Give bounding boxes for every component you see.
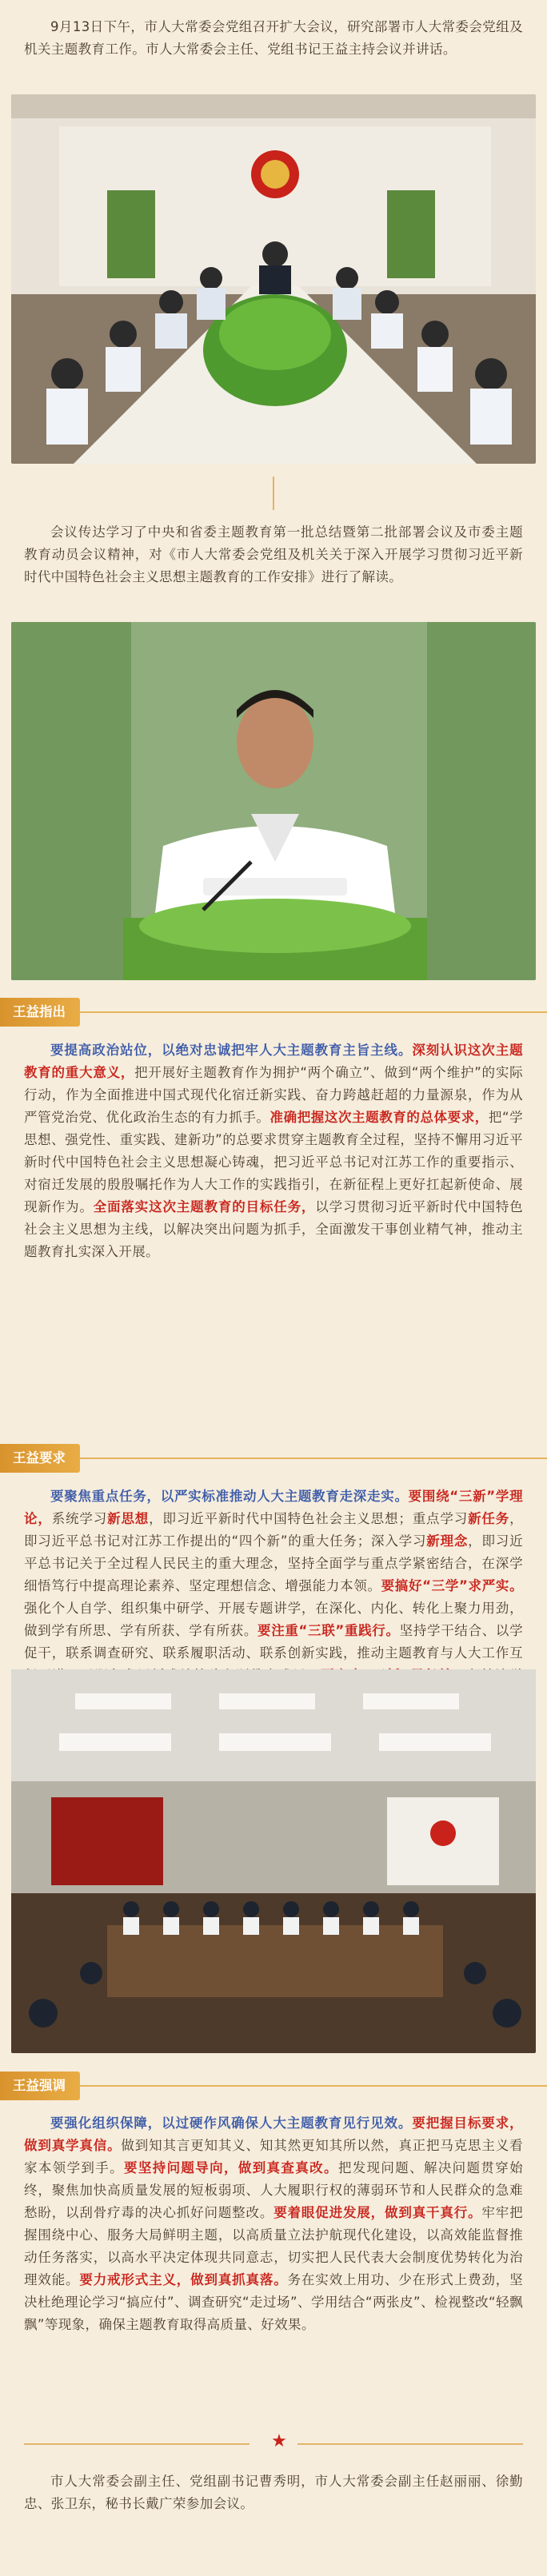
section2-run-1: 要围绕“三新”学理论， bbox=[24, 1489, 523, 1526]
section2-tag: 王益要求 bbox=[0, 1444, 80, 1473]
section3-tag: 王益强调 bbox=[0, 2072, 80, 2100]
closing-paragraph: 市人大常委会副主任、党组副书记曹秀明，市人大常委会副主任赵丽丽、徐勤忠、张卫东，秘书长戴广荣参加会议。 bbox=[24, 2474, 523, 2511]
star-divider bbox=[24, 2432, 523, 2456]
section2-run-10: 强化个人自学、组织集中研学、开展专题讲学，在深化、内化、转化上聚力用劲，做到学有所思、学有所获、学有所获。 bbox=[24, 1601, 523, 1638]
meeting-photo-1 bbox=[11, 94, 536, 464]
section1-run-2: 把开展好主题教育作为拥护“两个确立”、做到“两个维护”的实际行动，作为全面推进中国式现代化宿迁新实践、奋力跨越赶超的力量源泉，作为从严管党治党、优化政治生态的有力抓手。 bbox=[24, 1065, 523, 1125]
section2-run-12: 坚持学干结合、以学促干，联系调查研究、联系履职活动、联系创新实践，推动主题教育与人大工作互 bbox=[24, 1623, 523, 1661]
section3-run-7: 要力戒形式主义，做到真抓真落。 bbox=[79, 2272, 288, 2287]
study-paragraph: 会议传达学习了中央和省委主题教育第一批总结暨第二批部署会议及市委主题教育动员会议精神，对《市人大常委会党组及机关关于深入开展学习贯彻习近平新时代中国特色社会主义思想主题教育的工作安排》进行了解读。 bbox=[24, 524, 523, 584]
section2-run-9: 要搞好“三学”求严实。 bbox=[381, 1578, 523, 1593]
section1-run-0: 要提高政治站位，以绝对忠诚把牢人大主题教育主旨主线。 bbox=[50, 1043, 413, 1058]
section1-tag: 王益指出 bbox=[0, 998, 80, 1027]
section3-line bbox=[0, 2085, 547, 2087]
section3-run-2: 做到知其言更知其义、知其然更知其所以然，真正把马克思主义看家本领学到手。 bbox=[24, 2138, 523, 2175]
meeting-photo-2 bbox=[11, 1669, 536, 2053]
section1-run-1: 深刻认识这次主题教育的重大意义， bbox=[24, 1043, 524, 1080]
section2-run-0: 要聚焦重点任务，以严实标准推动人大主题教育走深走实。 bbox=[50, 1489, 409, 1504]
section2-run-6: ，即习近平总书记对江苏工作提出的“四个新”的重大任务；深入学习 bbox=[24, 1511, 524, 1549]
star-icon: ★ bbox=[271, 2431, 287, 2451]
section3-run-4: 把发现问题、解决问题贯穿始终，聚焦加快高质量发展的短板弱项、人大履职行权的薄弱环节和人民群众的急难愁盼，以刮骨疗毒的决心抓好问题整改。 bbox=[24, 2160, 524, 2220]
section1-run-6: 以学习贯彻习近平新时代中国特色社会主义思想为主线，以解决突出问题为抓手，全面激发干事创业精气神，推动主题教育扎实深入开展。 bbox=[24, 1199, 524, 1259]
section2-run-7: 新理念 bbox=[426, 1533, 469, 1549]
section2-run-11: 要注重“三联”重践行。 bbox=[258, 1623, 400, 1638]
section2-run-2: 系统学习 bbox=[51, 1511, 108, 1526]
speaker-photo bbox=[11, 622, 536, 980]
connector-line bbox=[273, 477, 274, 510]
section3-run-6: 牢牢把握围绕中心、服务大局鲜明主题，以高质量立法护航现代化建设，以高效能监督推动任务落实，以高水平决定体现共同意志，切实把人民代表大会制度优势转化为治理效能。 bbox=[24, 2205, 524, 2287]
section1-run-5: 全面落实这次主题教育的目标任务， bbox=[93, 1199, 316, 1214]
section3-run-5: 要着眼促进发展，做到真干真行。 bbox=[274, 2205, 482, 2220]
section1-line bbox=[0, 1011, 547, 1013]
section2-run-4: ，即习近平新时代中国特色社会主义思想；重点学习 bbox=[149, 1511, 469, 1526]
section2-run-8: ，即习近平总书记关于全过程人民民主的重大理念，坚持全面学与重点学紧密结合，在深学细悟笃行中提高理论素养、坚定理想信念、增强能力本领。 bbox=[24, 1533, 523, 1593]
section3-run-0: 要强化组织保障，以过硬作风确保人大主题教育见行见效。 bbox=[50, 2115, 413, 2131]
section3-run-8: 务在实效上用功、少在形式上费劲，坚决杜绝理论学习“搞应付”、调查研究“走过场”、学用结合“两张皮”、检视整改“轻飘飘”等现象，确保主题教育取得高质量、好效果。 bbox=[24, 2272, 523, 2332]
section1-paragraph bbox=[24, 1039, 523, 1263]
intro-paragraph: 9月13日下午，市人大常委会党组召开扩大会议，研究部署市人大常委会党组及机关主题教育工作。市人大常委会主任、党组书记王益主持会议并讲话。 bbox=[24, 19, 523, 57]
section3-run-1: 要把握目标要求，做到真学真信。 bbox=[24, 2115, 524, 2153]
section3-run-3: 要坚持问题导向，做到真查真改。 bbox=[124, 2160, 338, 2175]
section3-paragraph bbox=[24, 2112, 523, 2336]
section2-run-3: 新思想 bbox=[107, 1511, 150, 1526]
section2-run-5: 新任务 bbox=[468, 1511, 510, 1526]
section1-run-3: 准确把握这次主题教育的总体要求， bbox=[270, 1110, 489, 1125]
section2-line bbox=[0, 1457, 547, 1459]
section1-run-4: 把“学思想、强党性、重实践、建新功”的总要求贯穿主题教育全过程，坚持不懈用习近平新时代中国特色社会主义思想凝心铸魂，把习近平总书记对江苏工作的重要指示、对宿迁发展的殷殷嘱托作为人大工作的实践指引，在新征程上更好扛起新使命、展现新作为。 bbox=[24, 1110, 524, 1214]
